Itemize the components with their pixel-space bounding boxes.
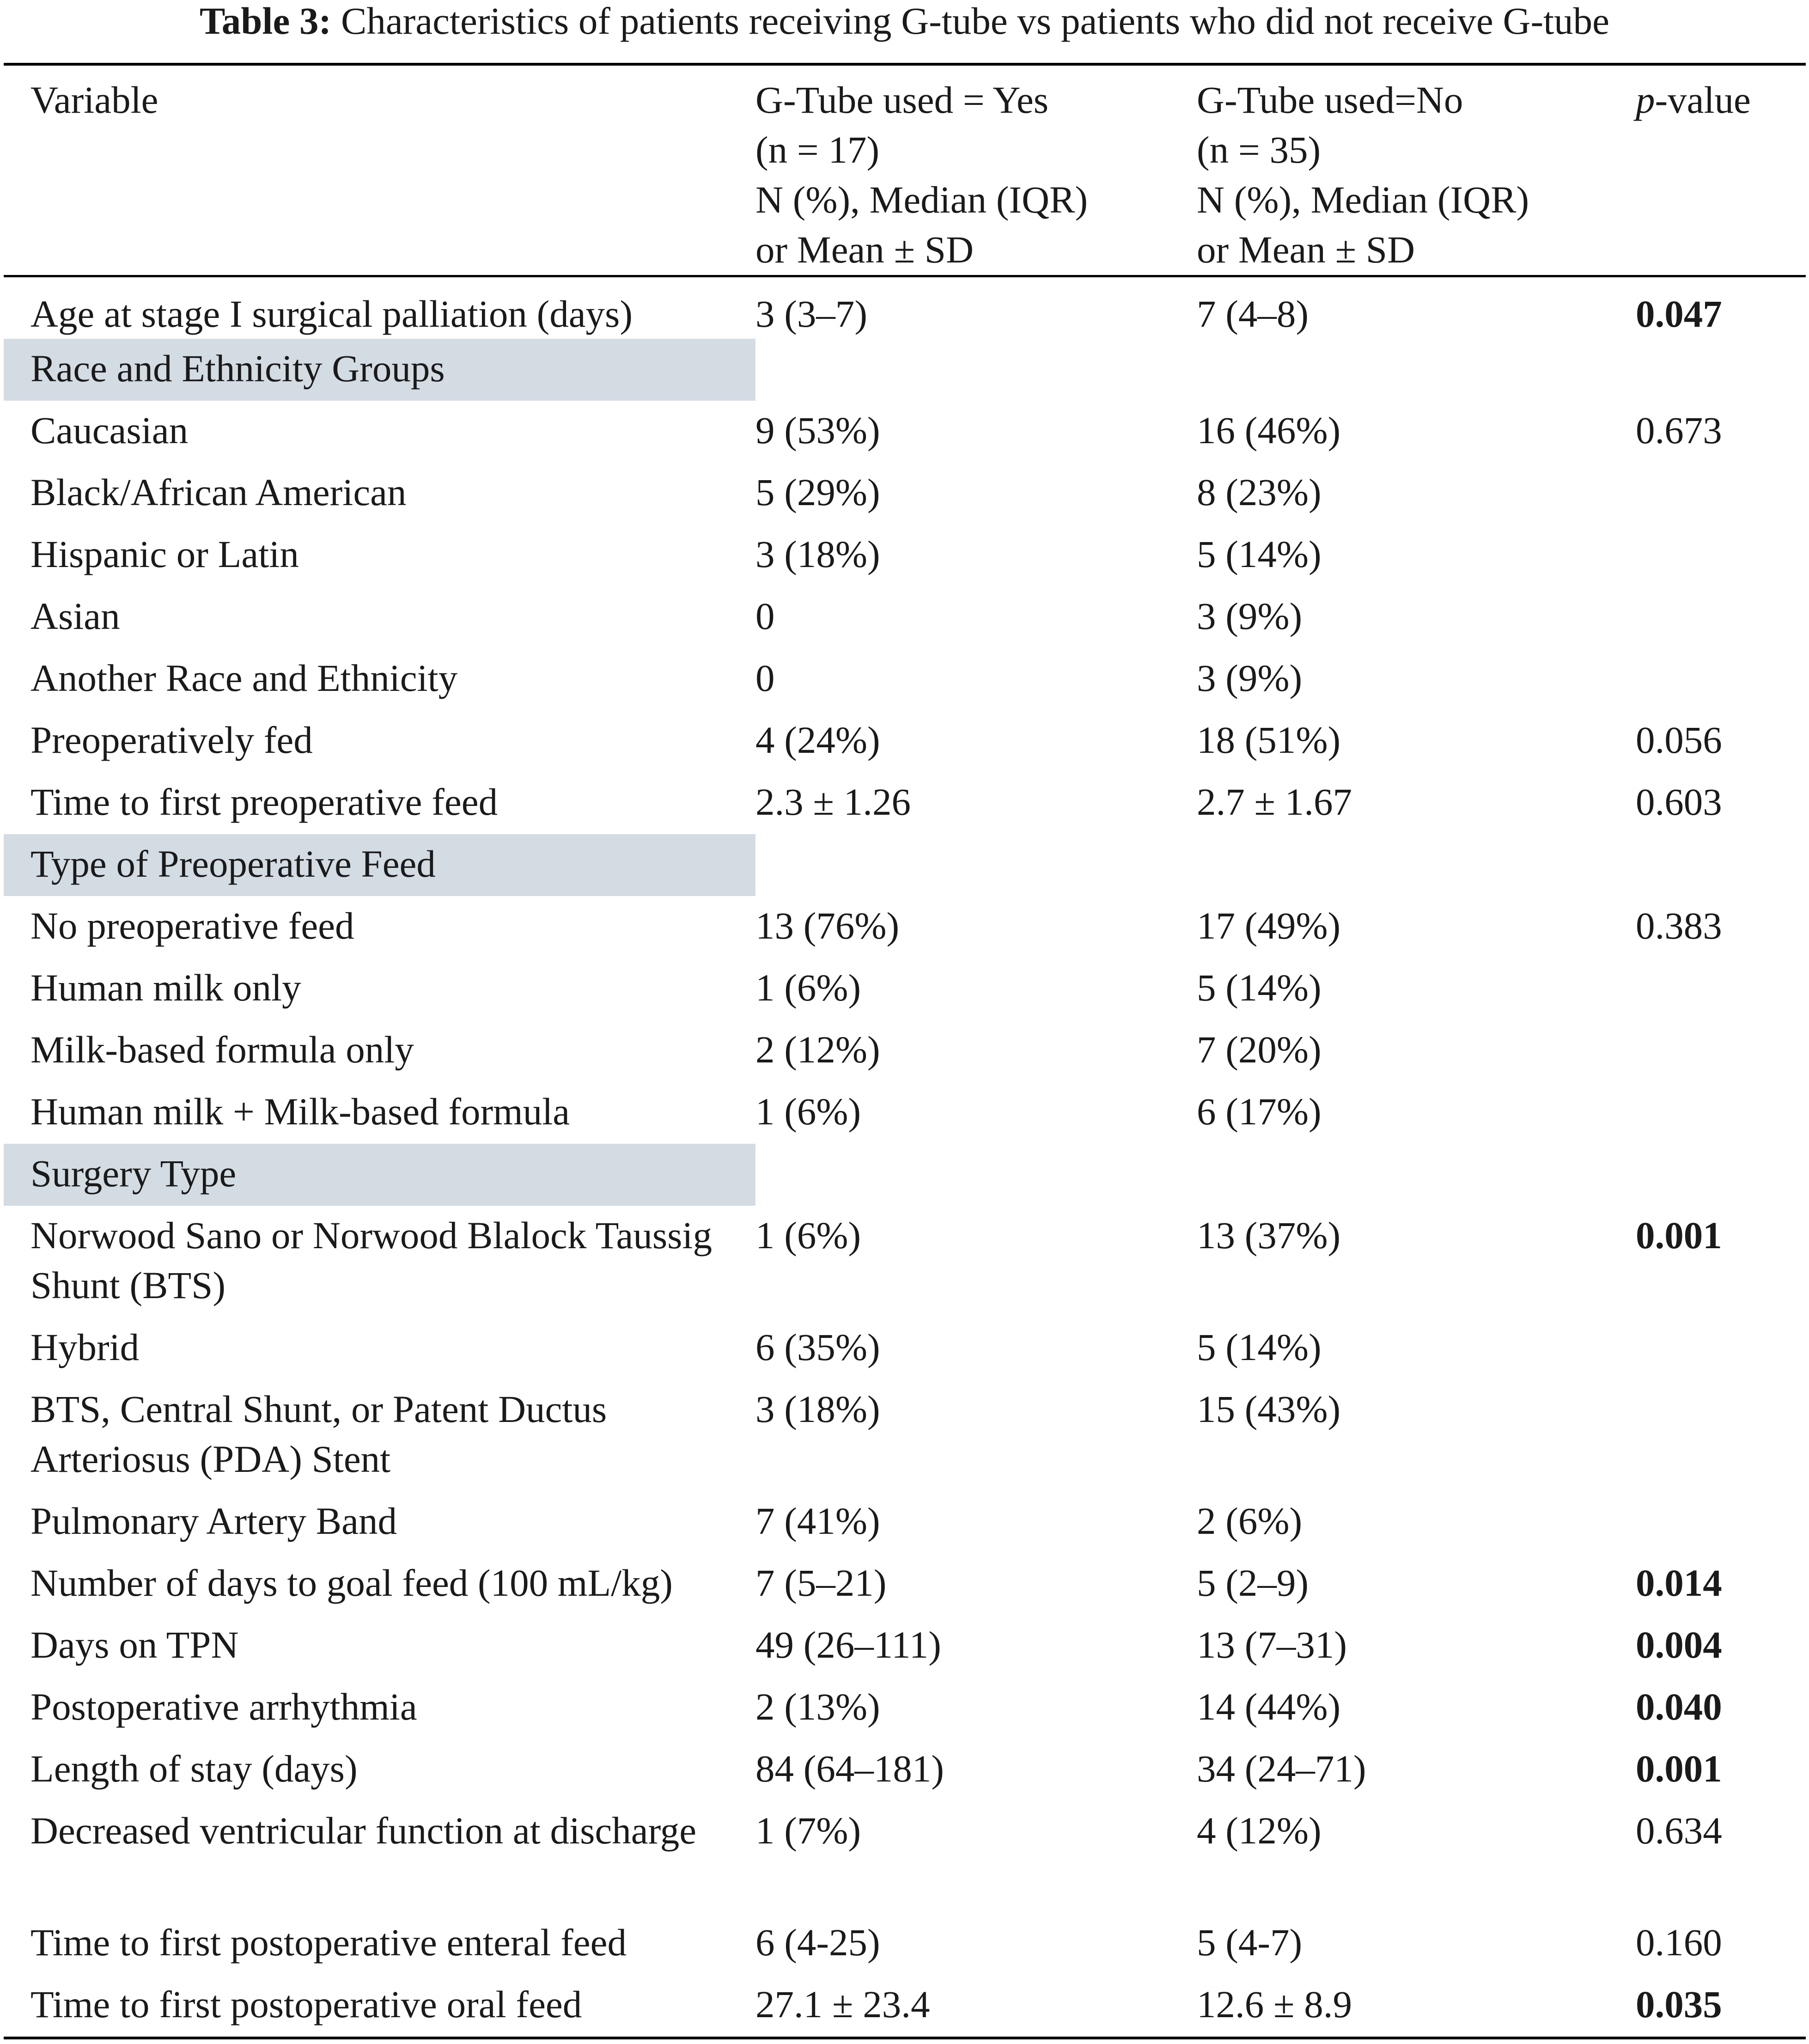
table-caption-text: Characteristics of patients receiving G-tube vs patients who did not receive G-tube xyxy=(341,0,1609,42)
gtube-yes-cell: 9 (53%) xyxy=(755,409,880,452)
header-gtube-no xyxy=(1197,66,1636,275)
gtube-yes-cell: 1 (6%) xyxy=(755,1214,861,1257)
p-value-cell xyxy=(1636,1020,1806,1082)
variable-cell: Number of days to goal feed (100 mL/kg) xyxy=(30,1562,673,1604)
characteristics-table xyxy=(4,66,1806,2037)
p-value-cell xyxy=(1636,525,1806,586)
header-yes-line: G-Tube used = Yes xyxy=(755,79,1049,121)
p-value-cell xyxy=(1636,958,1806,1020)
gtube-no-cell: 5 (2–9) xyxy=(1197,1562,1309,1604)
gtube-no-cell: 34 (24–71) xyxy=(1197,1747,1366,1790)
p-value-cell: 0.673 xyxy=(1636,409,1722,452)
variable-cell: Length of stay (days) xyxy=(30,1747,358,1790)
gtube-no-cell: 5 (14%) xyxy=(1197,1326,1322,1368)
header-p-rest: -value xyxy=(1655,79,1751,121)
gtube-yes-cell: 2 (13%) xyxy=(755,1685,880,1728)
header-yes-line: (n = 17) xyxy=(755,128,880,171)
variable-cell: Black/African American xyxy=(30,471,407,513)
gtube-no-cell xyxy=(1197,339,1636,401)
p-value-cell xyxy=(1636,463,1806,525)
gtube-yes-cell: 0 xyxy=(755,595,775,637)
table-row xyxy=(4,772,1806,834)
p-value-cell: 0.001 xyxy=(1636,1747,1722,1790)
variable-cell: Hybrid xyxy=(30,1326,140,1368)
p-value-cell: 0.001 xyxy=(1636,1214,1722,1257)
table-row xyxy=(4,463,1806,525)
gtube-yes-cell: 49 (26–111) xyxy=(755,1623,941,1666)
header-no-line: (n = 35) xyxy=(1197,128,1321,171)
p-value-cell xyxy=(1636,586,1806,648)
header-variable: Variable xyxy=(30,79,158,121)
gtube-yes-cell: 13 (76%) xyxy=(755,904,900,947)
p-value-cell xyxy=(1636,339,1806,401)
gtube-no-cell: 7 (4–8) xyxy=(1197,293,1309,335)
gtube-no-cell: 2 (6%) xyxy=(1197,1500,1303,1542)
gtube-yes-cell: 84 (64–181) xyxy=(755,1747,944,1790)
p-value-cell: 0.160 xyxy=(1636,1921,1722,1964)
p-value-cell: 0.056 xyxy=(1636,719,1722,761)
variable-cell: Time to first postoperative oral feed xyxy=(30,1983,582,2026)
variable-cell: Decreased ventricular function at discharge xyxy=(30,1809,697,1852)
table-group-row xyxy=(4,834,1806,896)
gtube-no-cell: 3 (9%) xyxy=(1197,595,1303,637)
gtube-no-cell: 8 (23%) xyxy=(1197,471,1322,513)
group-label-cell: Type of Preoperative Feed xyxy=(4,834,755,896)
variable-cell: Preoperatively fed xyxy=(30,719,313,761)
variable-cell: Time to first postoperative enteral feed xyxy=(30,1921,627,1964)
gtube-no-cell: 14 (44%) xyxy=(1197,1685,1341,1728)
p-value-cell: 0.383 xyxy=(1636,904,1722,947)
table-row xyxy=(4,1206,1806,1318)
variable-cell: Time to first preoperative feed xyxy=(30,781,498,823)
p-value-cell: 0.047 xyxy=(1636,293,1722,335)
gtube-no-cell xyxy=(1197,834,1636,896)
gtube-no-cell: 2.7 ± 1.67 xyxy=(1197,781,1352,823)
group-label-cell: Race and Ethnicity Groups xyxy=(4,339,755,401)
header-p-value xyxy=(1636,66,1806,275)
gtube-yes-cell: 3 (3–7) xyxy=(755,293,868,335)
variable-cell: Postoperative arrhythmia xyxy=(30,1685,417,1728)
p-value-cell xyxy=(1636,1318,1806,1379)
p-value-cell: 0.004 xyxy=(1636,1623,1722,1666)
table-body xyxy=(4,275,1806,2037)
gtube-yes-cell: 27.1 ± 23.4 xyxy=(755,1983,930,2026)
variable-cell: Pulmonary Artery Band xyxy=(30,1500,397,1542)
table-row xyxy=(4,401,1806,463)
gtube-yes-cell: 2.3 ± 1.26 xyxy=(755,781,911,823)
table-row xyxy=(4,1801,1806,1913)
p-value-cell xyxy=(1636,1379,1806,1491)
header-yes-line: N (%), Median (IQR) xyxy=(755,178,1088,221)
gtube-yes-cell: 1 (7%) xyxy=(755,1809,861,1852)
gtube-yes-cell: 6 (35%) xyxy=(755,1326,880,1368)
variable-cell: Human milk only xyxy=(30,966,301,1009)
p-value-cell xyxy=(1636,648,1806,710)
variable-cell: Human milk + Milk-based formula xyxy=(30,1090,570,1133)
p-value-cell: 0.603 xyxy=(1636,781,1722,823)
variable-cell: Caucasian xyxy=(30,409,189,452)
variable-cell: Norwood Sano or Norwood Blalock Taussig Shunt (BTS) xyxy=(30,1214,712,1306)
table-row xyxy=(4,1553,1806,1615)
gtube-yes-cell: 6 (4-25) xyxy=(755,1921,880,1964)
gtube-yes-cell xyxy=(755,834,1197,896)
table-row xyxy=(4,1379,1806,1491)
variable-cell: Milk-based formula only xyxy=(30,1028,414,1071)
gtube-no-cell: 6 (17%) xyxy=(1197,1090,1322,1133)
gtube-yes-cell: 5 (29%) xyxy=(755,471,880,513)
table-row xyxy=(4,1082,1806,1144)
table-row xyxy=(4,1020,1806,1082)
gtube-yes-cell: 1 (6%) xyxy=(755,1090,861,1133)
gtube-no-cell: 12.6 ± 8.9 xyxy=(1197,1983,1352,2026)
table-row xyxy=(4,1739,1806,1801)
table-group-row xyxy=(4,339,1806,401)
gtube-no-cell: 3 (9%) xyxy=(1197,657,1303,699)
p-value-cell: 0.040 xyxy=(1636,1685,1722,1728)
table-group-row xyxy=(4,1144,1806,1206)
table-row xyxy=(4,1491,1806,1553)
gtube-no-cell: 16 (46%) xyxy=(1197,409,1341,452)
variable-cell: Age at stage I surgical palliation (days) xyxy=(30,293,633,335)
gtube-yes-cell: 2 (12%) xyxy=(755,1028,880,1071)
table-row xyxy=(4,1975,1806,2037)
table-caption xyxy=(0,0,1809,51)
p-value-cell xyxy=(1636,1144,1806,1206)
p-value-cell: 0.014 xyxy=(1636,1562,1722,1604)
p-value-cell xyxy=(1636,1082,1806,1144)
gtube-no-cell: 5 (14%) xyxy=(1197,533,1322,575)
table-row xyxy=(4,1913,1806,1975)
gtube-yes-cell xyxy=(755,1144,1197,1206)
table-row xyxy=(4,896,1806,958)
group-label-cell: Surgery Type xyxy=(4,1144,755,1206)
p-value-cell: 0.634 xyxy=(1636,1809,1722,1852)
gtube-yes-cell: 1 (6%) xyxy=(755,966,861,1009)
header-yes-line: or Mean ± SD xyxy=(755,228,974,271)
table-row xyxy=(4,586,1806,648)
table-row xyxy=(4,710,1806,772)
gtube-no-cell: 15 (43%) xyxy=(1197,1388,1341,1430)
variable-cell: Days on TPN xyxy=(30,1623,239,1666)
table-header-row xyxy=(4,66,1806,275)
table-row xyxy=(4,275,1806,339)
variable-cell: No preoperative feed xyxy=(30,904,354,947)
gtube-no-cell: 17 (49%) xyxy=(1197,904,1341,947)
gtube-yes-cell: 7 (41%) xyxy=(755,1500,880,1542)
table-row xyxy=(4,958,1806,1020)
variable-cell: Hispanic or Latin xyxy=(30,533,299,575)
table-row xyxy=(4,525,1806,586)
gtube-no-cell: 13 (37%) xyxy=(1197,1214,1341,1257)
gtube-no-cell: 18 (51%) xyxy=(1197,719,1341,761)
variable-cell: Another Race and Ethnicity xyxy=(30,657,458,699)
header-gtube-yes xyxy=(755,66,1197,275)
header-no-line: G-Tube used=No xyxy=(1197,79,1463,121)
gtube-no-cell: 7 (20%) xyxy=(1197,1028,1322,1071)
p-value-cell: 0.035 xyxy=(1636,1983,1722,2026)
table-row xyxy=(4,648,1806,710)
variable-cell: Asian xyxy=(30,595,120,637)
gtube-no-cell xyxy=(1197,1144,1636,1206)
gtube-yes-cell: 0 xyxy=(755,657,775,699)
gtube-no-cell: 13 (7–31) xyxy=(1197,1623,1347,1666)
table-row xyxy=(4,1677,1806,1739)
gtube-yes-cell: 3 (18%) xyxy=(755,1388,880,1430)
variable-cell: BTS, Central Shunt, or Patent Ductus Arteriosus (PDA) Stent xyxy=(30,1388,607,1480)
gtube-yes-cell xyxy=(755,339,1197,401)
gtube-yes-cell: 3 (18%) xyxy=(755,533,880,575)
table-caption-label: Table 3: xyxy=(200,0,332,42)
gtube-yes-cell: 4 (24%) xyxy=(755,719,880,761)
gtube-no-cell: 5 (14%) xyxy=(1197,966,1322,1009)
gtube-yes-cell: 7 (5–21) xyxy=(755,1562,887,1604)
p-value-cell xyxy=(1636,1491,1806,1553)
table-row xyxy=(4,1318,1806,1379)
header-p-italic: p xyxy=(1636,79,1655,121)
header-no-line: N (%), Median (IQR) xyxy=(1197,178,1529,221)
gtube-no-cell: 5 (4-7) xyxy=(1197,1921,1303,1964)
gtube-no-cell: 4 (12%) xyxy=(1197,1809,1322,1852)
bottom-rule xyxy=(4,2037,1806,2039)
p-value-cell xyxy=(1636,834,1806,896)
header-no-line: or Mean ± SD xyxy=(1197,228,1415,271)
table-row xyxy=(4,1615,1806,1677)
